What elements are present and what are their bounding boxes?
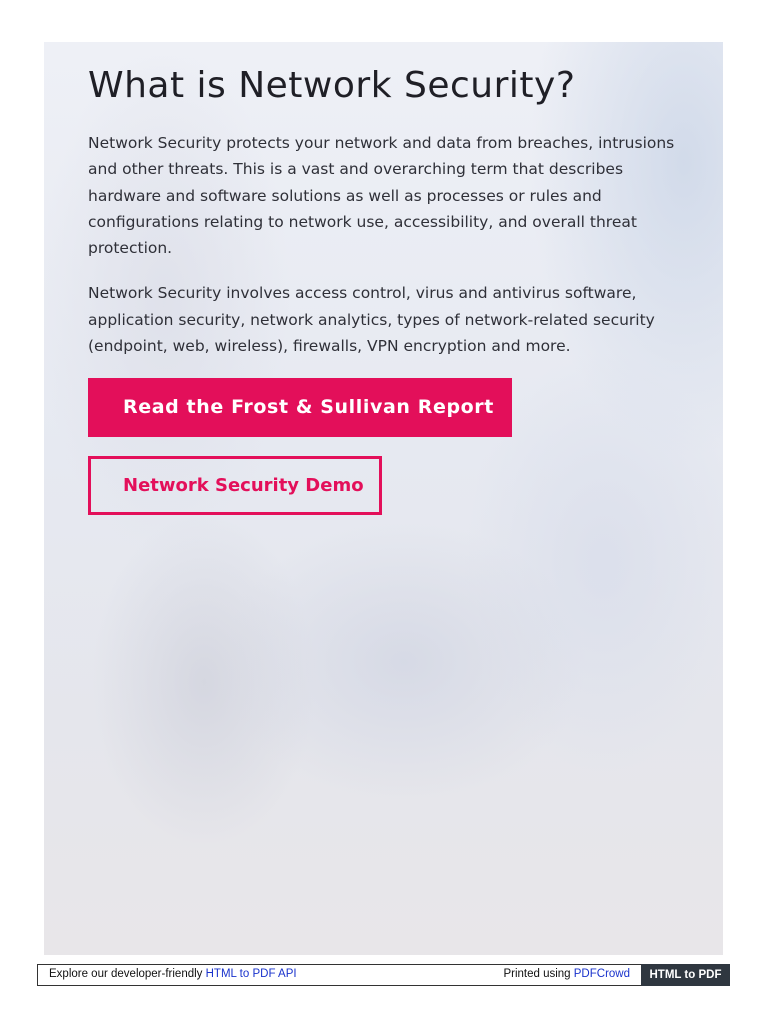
page-title: What is Network Security? xyxy=(88,65,576,106)
network-security-demo-button[interactable]: Network Security Demo xyxy=(88,456,382,515)
footer-left xyxy=(49,968,297,980)
intro-paragraph: Network Security protects your network and data from breaches, intrusions and other threats. This is a vast and overarching term that describes hardware and software solutions as well as processes or rules and configurations relating to network use, accessibility, and overall threat protection. xyxy=(88,134,675,258)
html-to-pdf-badge[interactable]: HTML to PDF xyxy=(641,964,730,986)
read-report-button[interactable]: Read the Frost & Sullivan Report xyxy=(88,378,512,437)
footer-right-text: Printed using xyxy=(503,968,574,980)
footer-left-text: Explore our developer-friendly xyxy=(49,968,206,980)
html-to-pdf-api-link[interactable]: HTML to PDF API xyxy=(205,968,297,980)
hero-panel xyxy=(44,42,723,955)
pdfcrowd-link[interactable]: PDFCrowd xyxy=(573,968,630,980)
section-content xyxy=(88,42,678,515)
details-paragraph: Network Security involves access control, virus and antivirus software, application security, network analytics, types of network-related security (endpoint, web, wireless), firewalls, VPN encryption and more. xyxy=(88,284,655,356)
footer-right xyxy=(503,968,630,980)
pdf-footer-bar xyxy=(37,964,730,986)
